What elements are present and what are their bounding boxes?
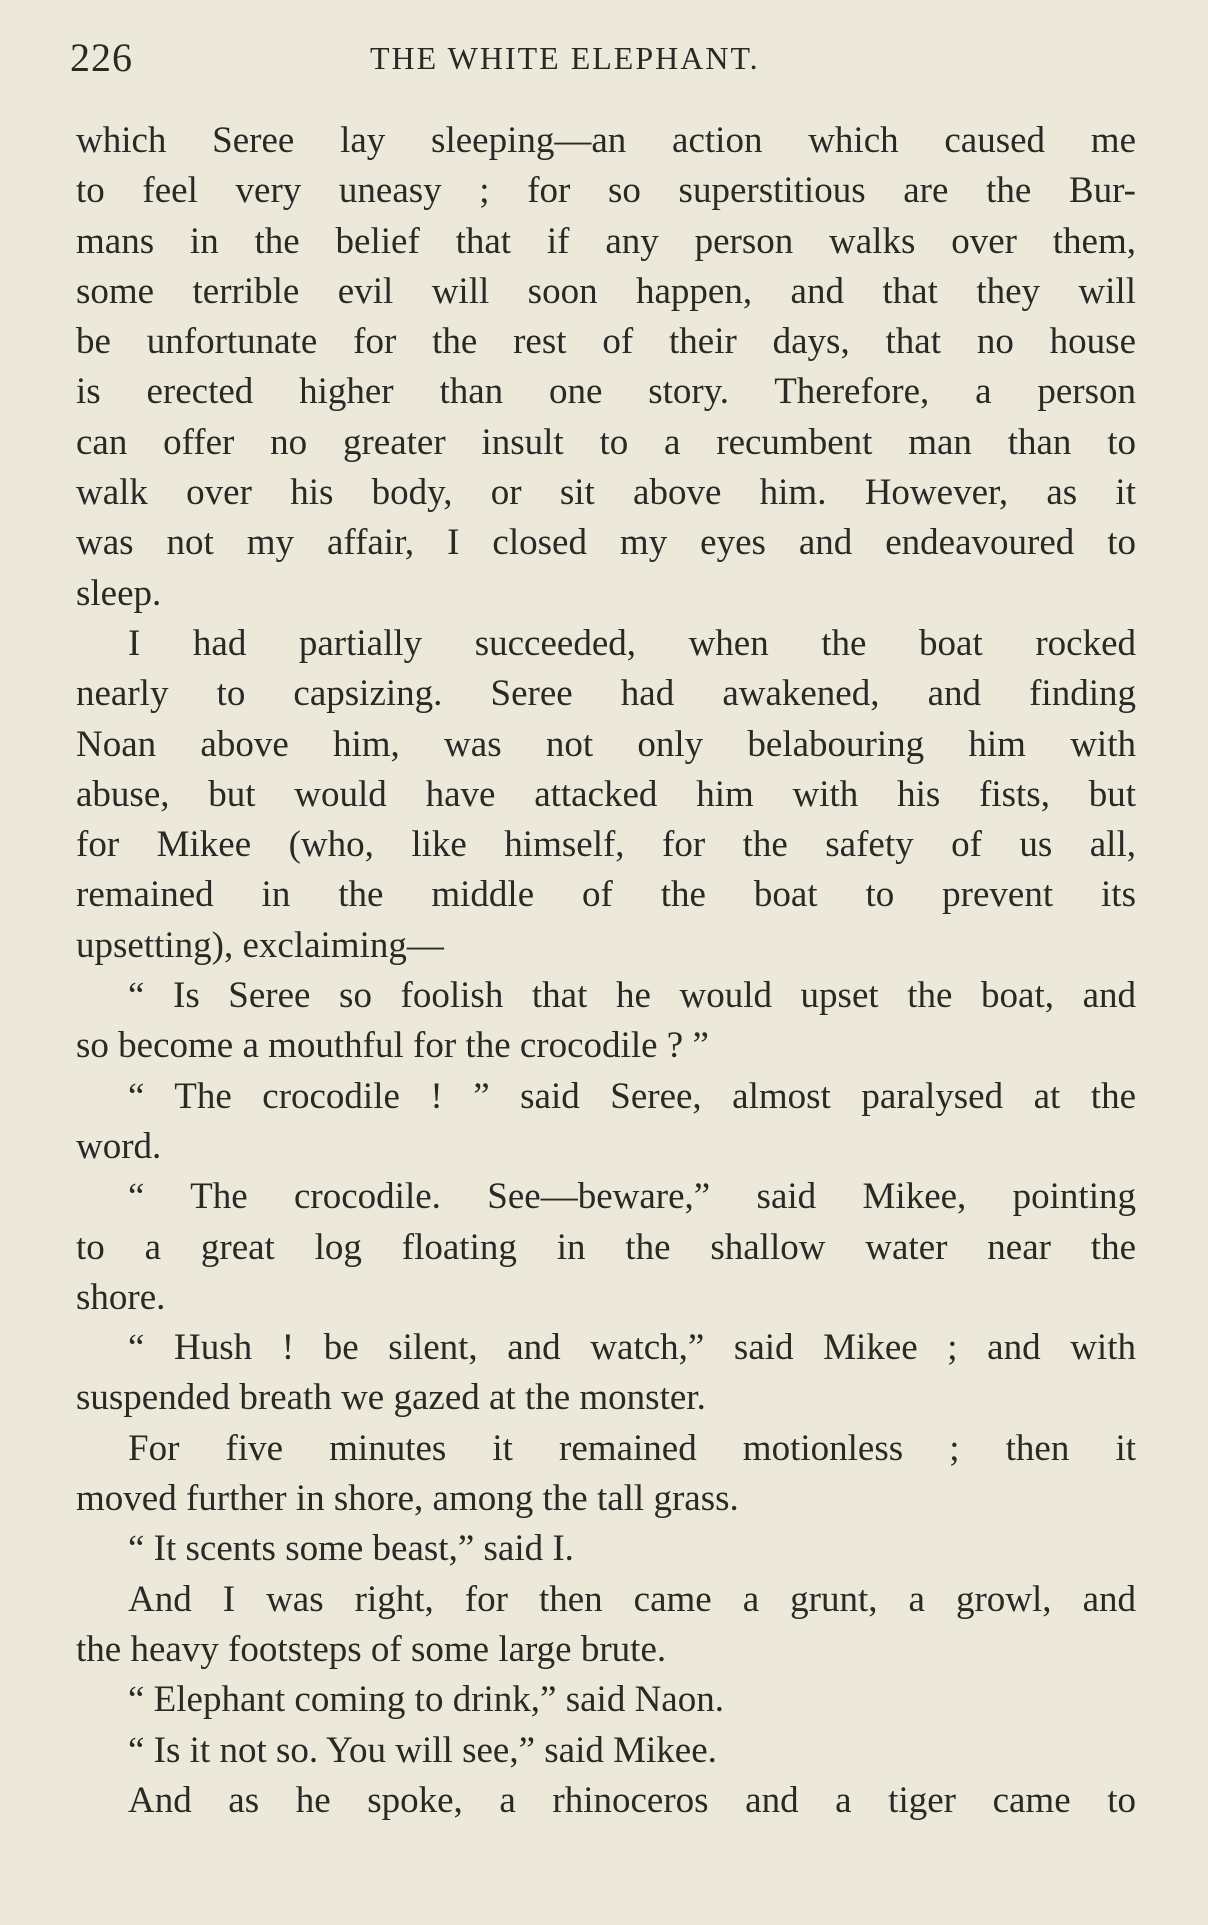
text-line: moved further in shore, among the tall grass. <box>76 1478 739 1520</box>
text-line: for Mikee (who, like himself, for the safety of us all, <box>76 824 1136 866</box>
text-line: some terrible evil will soon happen, and that they will <box>76 270 1136 312</box>
text-line: “ Elephant coming to drink,” said Naon. <box>128 1679 724 1721</box>
text-line: “ Is Seree so foolish that he would upset the boat, and <box>128 975 1136 1017</box>
text-line: can offer no greater insult to a recumbent man than to <box>76 421 1136 463</box>
text-line: For five minutes it remained motionless ; then it <box>128 1427 1136 1469</box>
text-line: to feel very uneasy ; for so superstitious are the Bur- <box>76 170 1136 212</box>
page-body <box>76 116 1136 1826</box>
text-line: “ Hush ! be silent, and watch,” said Mikee ; and with <box>128 1327 1136 1369</box>
text-line: Noan above him, was not only belabouring him with <box>76 723 1136 765</box>
text-line: the heavy footsteps of some large brute. <box>76 1628 667 1670</box>
text-line: be unfortunate for the rest of their days, that no house <box>76 321 1136 363</box>
running-title: THE WHITE ELEPHANT. <box>370 40 760 76</box>
text-line: walk over his body, or sit above him. However, as it <box>76 472 1136 514</box>
text-line: to a great log floating in the shallow water near the <box>76 1226 1136 1268</box>
text-line: so become a mouthful for the crocodile ? ” <box>76 1025 709 1067</box>
text-line: word. <box>76 1125 162 1167</box>
text-line: upsetting), exclaiming— <box>76 924 444 966</box>
text-line: shore. <box>76 1276 166 1318</box>
text-line: was not my affair, I closed my eyes and endeavoured to <box>76 522 1136 564</box>
text-line: remained in the middle of the boat to prevent its <box>76 874 1136 916</box>
page-number: 226 <box>70 35 133 80</box>
text-line: nearly to capsizing. Seree had awakened, and finding <box>76 673 1136 715</box>
text-line: “ The crocodile ! ” said Seree, almost paralysed at the <box>128 1075 1136 1117</box>
text-line: “ The crocodile. See—beware,” said Mikee, pointing <box>128 1176 1136 1218</box>
text-line: I had partially succeeded, when the boat rocked <box>128 622 1136 664</box>
text-line: which Seree lay sleeping—an action which caused me <box>76 120 1136 161</box>
text-line: suspended breath we gazed at the monster. <box>76 1377 706 1419</box>
page-header <box>70 34 1140 94</box>
text-line: abuse, but would have attacked him with his fists, but <box>76 773 1136 815</box>
text-line: “ It scents some beast,” said I. <box>128 1528 574 1570</box>
text-line: mans in the belief that if any person walks over them, <box>76 220 1136 262</box>
text-line: “ Is it not so. You will see,” said Mikee. <box>128 1729 717 1771</box>
text-line: sleep. <box>76 572 162 614</box>
text-line: is erected higher than one story. Therefore, a person <box>76 371 1136 413</box>
text-line: And as he spoke, a rhinoceros and a tiger came to <box>128 1779 1136 1821</box>
text-line: And I was right, for then came a grunt, a growl, and <box>128 1578 1136 1620</box>
